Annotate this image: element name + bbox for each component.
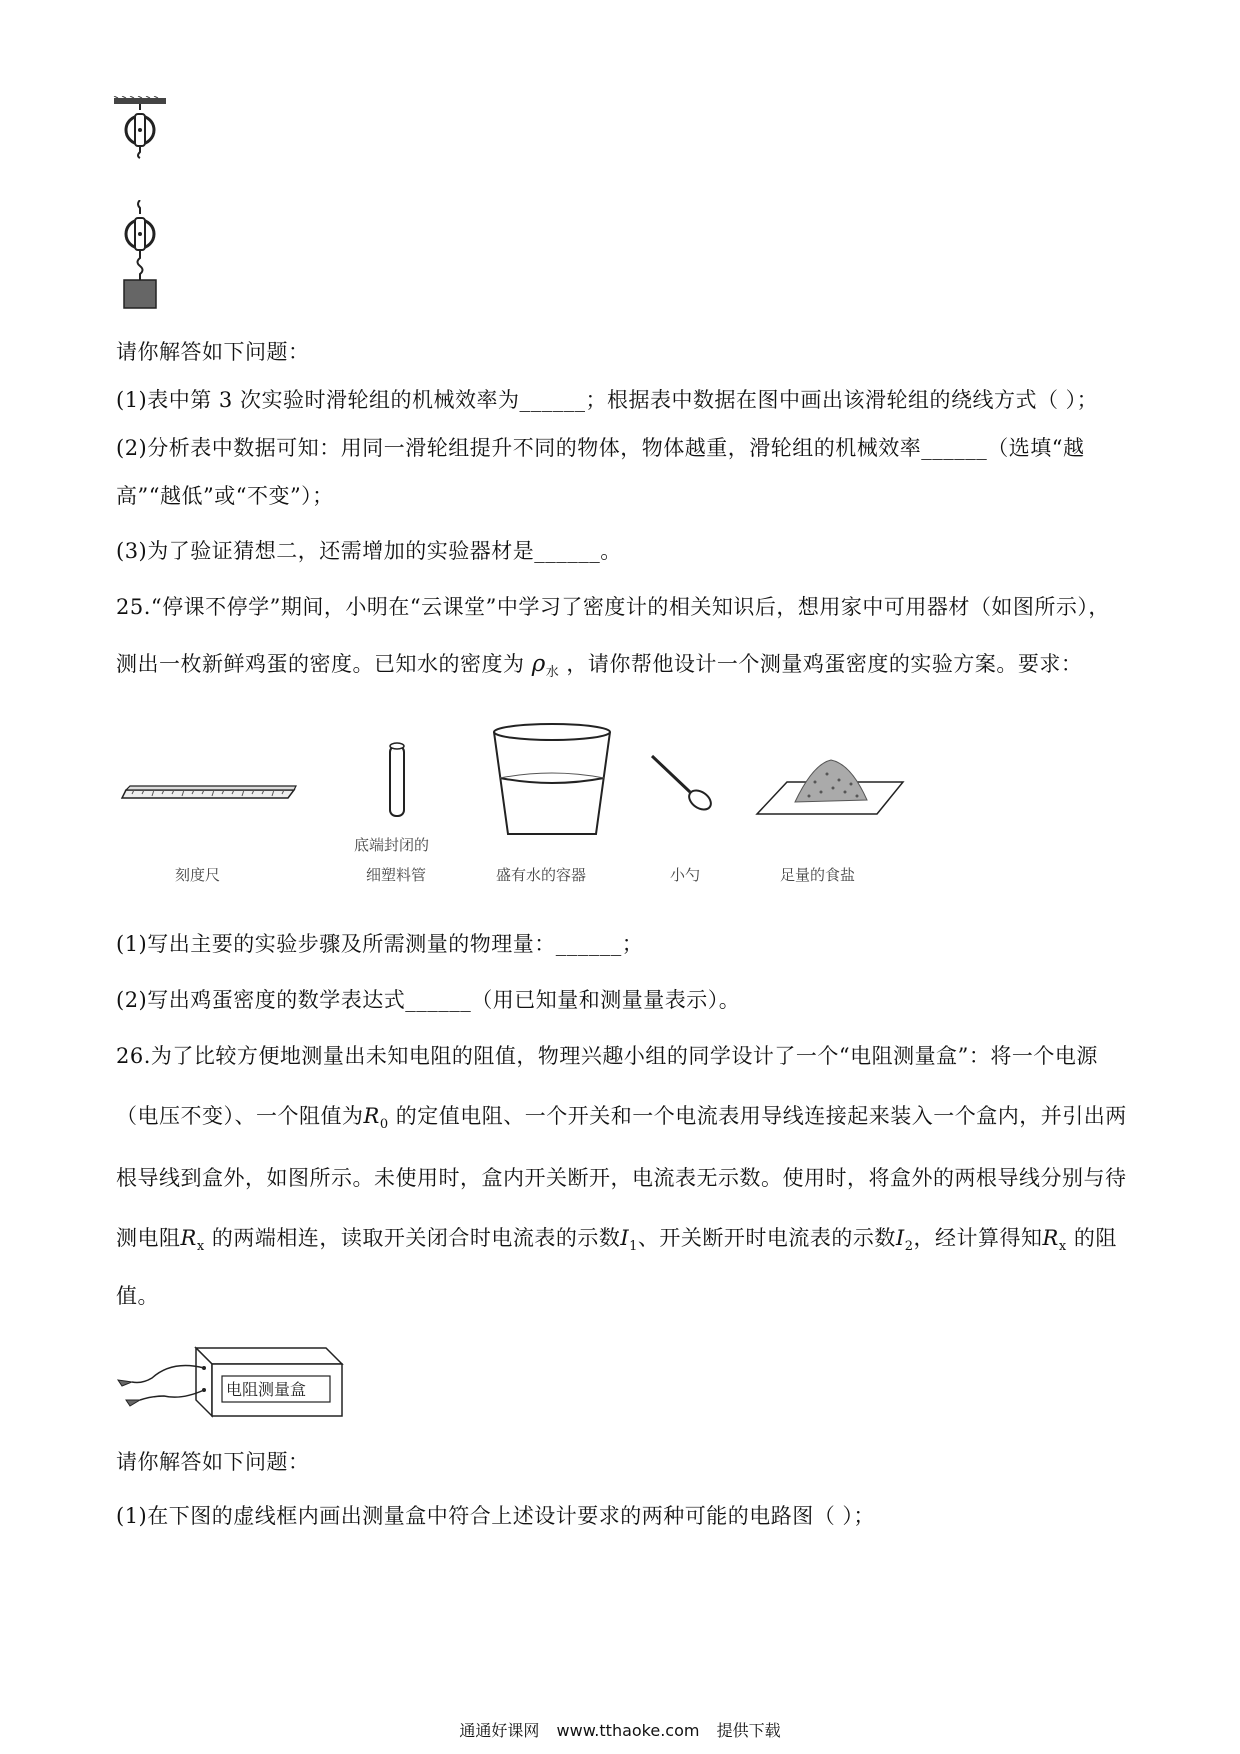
footer-url[interactable]: www.tthaoke.com xyxy=(556,1721,700,1740)
footer-site: 通通好课网 xyxy=(459,1721,540,1740)
fixed-pulley-figure xyxy=(112,96,172,166)
q26-line5: 值。 xyxy=(116,1284,159,1308)
salt-label: 足量的食盐 xyxy=(780,866,856,884)
q26-intro: 请你解答如下问题： xyxy=(116,1450,310,1474)
q26-line3: 根导线到盒外，如图所示。未使用时，盒内开关断开，电流表无示数。使用时，将盒外的两根导线分别与待 xyxy=(116,1166,1127,1190)
ruler-label: 刻度尺 xyxy=(175,866,221,884)
q24-part2-line2: 高”“越低”或“不变”）； xyxy=(116,484,334,508)
q25-part1: (1)写出主要的实验步骤及所需测量的物理量：______； xyxy=(116,932,644,956)
movable-pulley-figure xyxy=(112,200,172,310)
tube-label-line1: 底端封闭的 xyxy=(354,836,430,854)
water-container-figure xyxy=(490,722,615,840)
q25-line1: 25.“停课不停学”期间，小明在“云课堂”中学习了密度计的相关知识后，想用家中可用器材（如图所示）， xyxy=(116,595,1110,619)
q26-line2: （电压不变）、一个阻值为$R_0$ 的定值电阻、一个开关和一个电流表用导线连接起来装入一个盒内，并引出两 xyxy=(116,1104,1127,1133)
rho-subscript: 水 xyxy=(545,665,560,681)
q25-line2: 测出一枚新鲜鸡蛋的密度。已知水的密度为 $\rho_水$ ，请你帮他设计一个测量鸡蛋密度的实验方案。要求： xyxy=(116,651,1083,681)
container-label: 盛有水的容器 xyxy=(496,866,587,884)
q26-line4: 测电阻$R_x$ 的两端相连，读取开关闭合时电流表的示数$I_1$、开关断开时电流表的示数$I_2$，经计算得知$R_x$ 的阻 xyxy=(116,1226,1117,1255)
q26-line1: 26.为了比较方便地测量出未知电阻的阻值，物理兴趣小组的同学设计了一个“电阻测量盒”：将一个电源 xyxy=(116,1044,1098,1068)
footer-tail: 提供下载 xyxy=(716,1721,781,1740)
tube-label-line2: 细塑料管 xyxy=(366,866,427,884)
ruler-figure xyxy=(120,772,300,802)
page-footer xyxy=(0,1718,1240,1741)
spoon-label: 小勺 xyxy=(670,866,701,884)
rho-symbol: ρ xyxy=(531,651,546,677)
salt-figure xyxy=(755,752,905,817)
q24-part1: (1)表中第 3 次实验时滑轮组的机械效率为______；根据表中数据在图中画出该滑轮组的绕线方式（ ）； xyxy=(116,388,1099,412)
tube-figure xyxy=(385,740,409,820)
q24-part2-line1: (2)分析表中数据可知：用同一滑轮组提升不同的物体，物体越重，滑轮组的机械效率______（选填“越 xyxy=(116,436,1085,460)
q26-part1: (1)在下图的虚线框内画出测量盒中符合上述设计要求的两种可能的电路图（ ）； xyxy=(116,1504,875,1528)
q24-part3: (3)为了验证猜想二，还需增加的实验器材是______。 xyxy=(116,539,622,563)
q24-intro: 请你解答如下问题： xyxy=(116,340,310,364)
resistance-box-figure xyxy=(112,1338,352,1434)
q25-part2: (2)写出鸡蛋密度的数学表达式______（用已知量和测量量表示）。 xyxy=(116,988,741,1012)
spoon-figure xyxy=(648,752,718,812)
box-label: 电阻测量盒 xyxy=(226,1380,307,1399)
r0-symbol: R xyxy=(363,1104,380,1128)
